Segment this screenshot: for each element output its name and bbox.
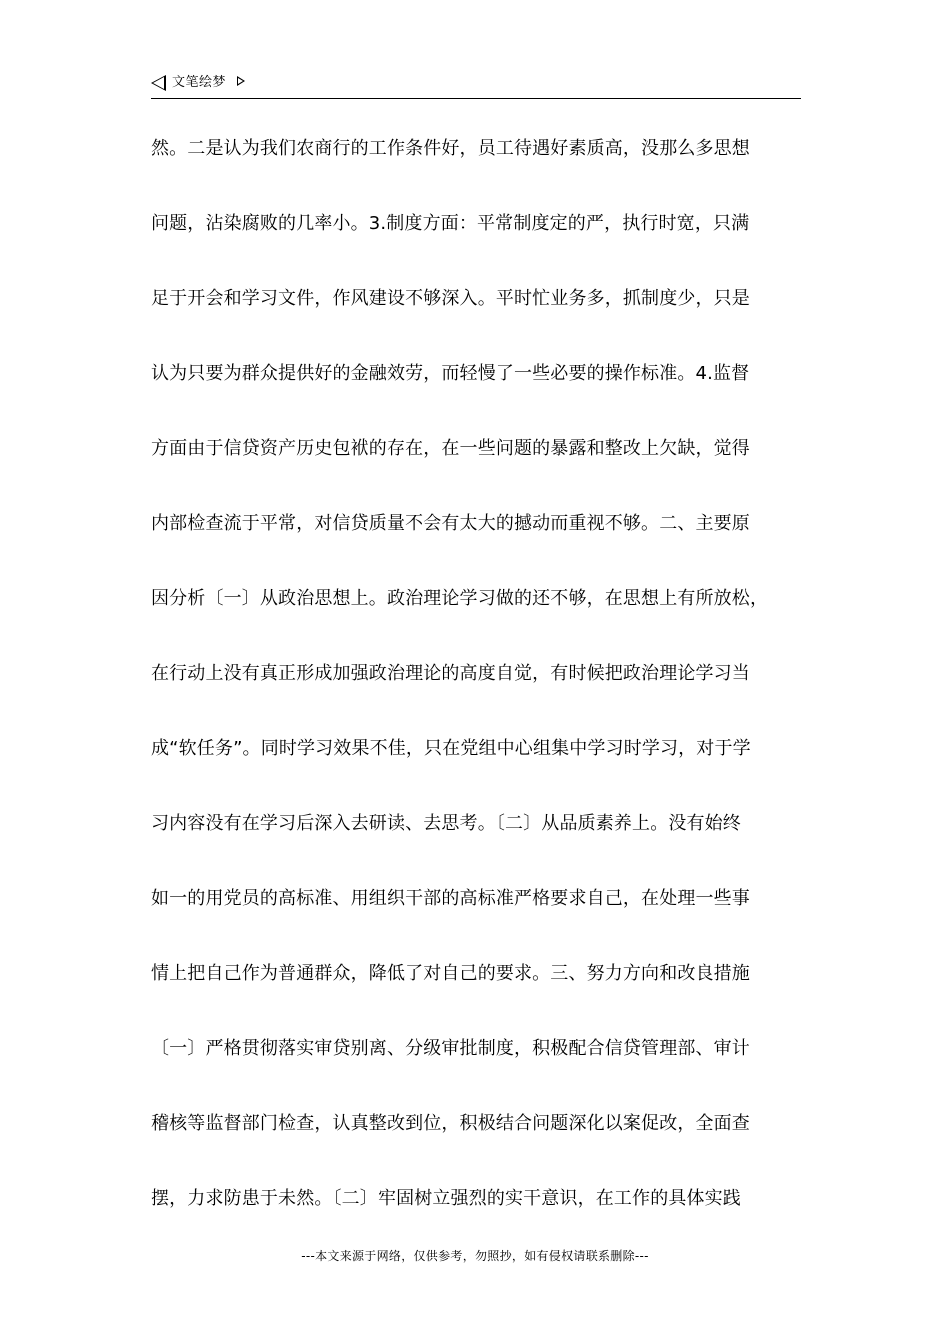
text-line: 因分析〔一〕从政治思想上。政治理论学习做的还不够，在思想上有所放松， bbox=[151, 588, 769, 609]
text-line: 足于开会和学习文件，作风建设不够深入。平时忙业务多，抓制度少，只是 bbox=[151, 288, 750, 309]
text-line: 习内容没有在学习后深入去研读、去思考。〔二〕从品质素养上。没有始终 bbox=[151, 813, 741, 834]
text-line: 方面由于信贷资产历史包袱的存在，在一些问题的暴露和整改上欠缺，觉得 bbox=[151, 438, 750, 459]
text-line: 摆，力求防患于未然。〔二〕牢固树立强烈的实干意识，在工作的具体实践 bbox=[151, 1188, 741, 1209]
triangle-right-icon bbox=[237, 76, 245, 86]
page-footer: ---本文来源于网络，仅供参考，勿照抄，如有侵权请联系删除--- bbox=[301, 1249, 649, 1263]
text-line: 稽核等监督部门检查，认真整改到位，积极结合问题深化以案促改，全面查 bbox=[151, 1113, 750, 1134]
text-line: 在行动上没有真正形成加强政治理论的高度自觉，有时候把政治理论学习当 bbox=[151, 663, 750, 684]
document-body bbox=[151, 131, 803, 1256]
text-line: 如一的用党员的高标准、用组织干部的高标准严格要求自己，在处理一些事 bbox=[151, 888, 750, 909]
text-line: 认为只要为群众提供好的金融效劳，而轻慢了一些必要的操作标准。4.监督 bbox=[151, 363, 750, 384]
text-line: 问题，沾染腐败的几率小。3.制度方面：平常制度定的严，执行时宽，只满 bbox=[151, 213, 750, 234]
text-line: 内部检查流于平常，对信贷质量不会有太大的撼动而重视不够。二、主要原 bbox=[151, 513, 750, 534]
text-line: 成“软任务”。同时学习效果不佳，只在党组中心组集中学习时学习，对于学 bbox=[151, 738, 751, 759]
page-header bbox=[151, 74, 801, 99]
header-title: 文笔绘梦 bbox=[172, 75, 227, 90]
text-line: 〔一〕严格贯彻落实审贷别离、分级审批制度，积极配合信贷管理部、审计 bbox=[151, 1038, 750, 1059]
text-line: 然。二是认为我们农商行的工作条件好，员工待遇好素质高，没那么多思想 bbox=[151, 138, 750, 159]
text-line: 情上把自己作为普通群众，降低了对自己的要求。三、努力方向和改良措施 bbox=[151, 963, 750, 984]
triangle-left-icon bbox=[151, 75, 166, 91]
